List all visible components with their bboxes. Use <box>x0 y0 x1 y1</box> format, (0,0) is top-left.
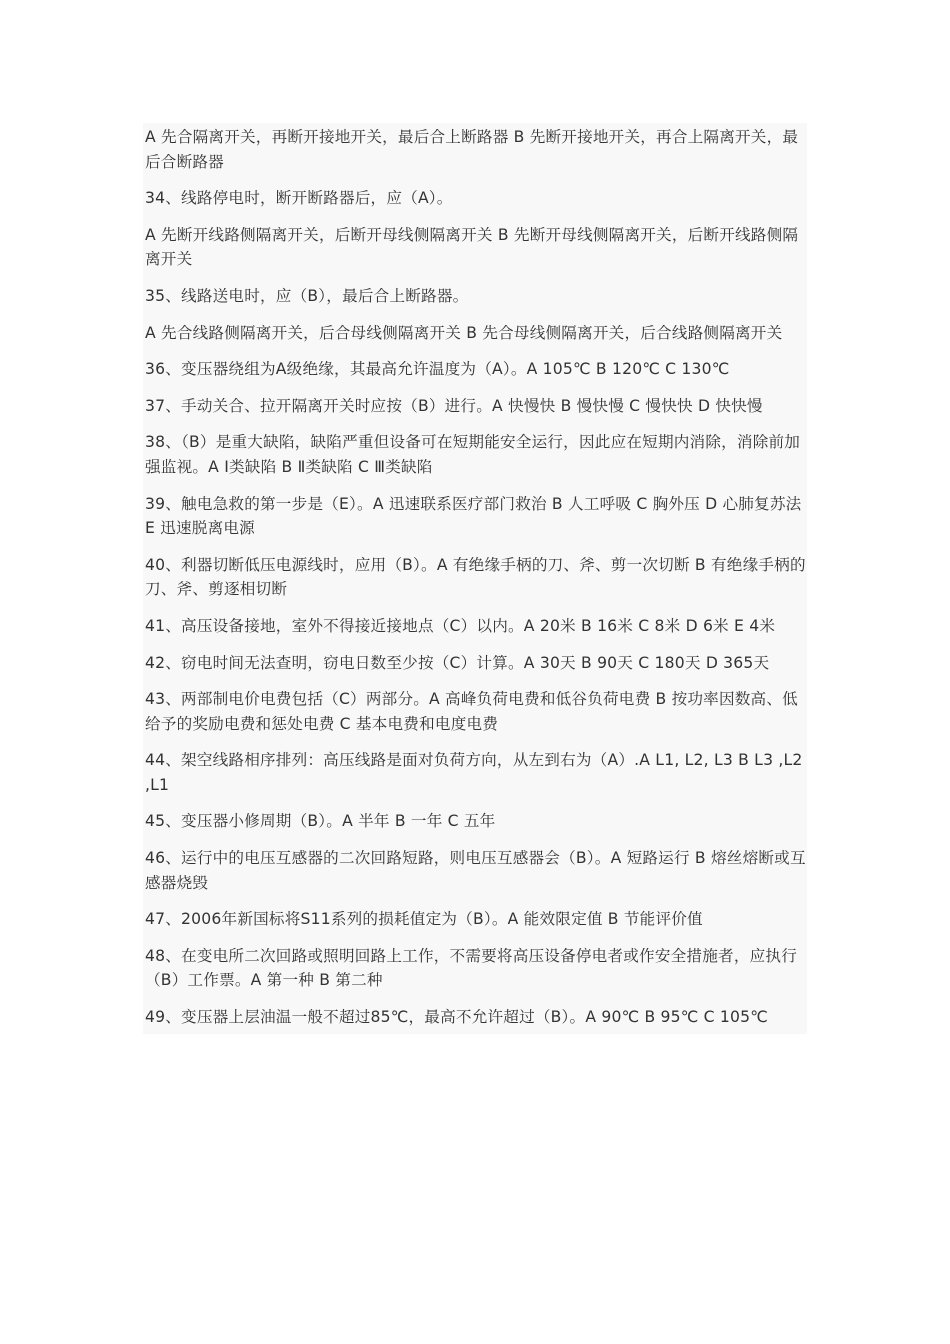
paragraph-options-33: A 先合隔离开关，再断开接地开关，最后合上断路器 B 先断开接地开关，再合上隔离开关，最后合断路器 <box>145 128 799 171</box>
question-37: 37、手动关合、拉开隔离开关时应按（B）进行。A 快慢快 B 慢快慢 C 慢快快 D 快快慢 <box>145 396 763 415</box>
question-49: 49、变压器上层油温一般不超过85℃，最高不允许超过（B）。A 90℃ B 95℃ C 105℃ <box>145 1008 768 1027</box>
question-43: 43、两部制电价电费包括（C）两部分。A 高峰负荷电费和低谷负荷电费 B 按功率因数高、低给予的奖励电费和惩处电费 C 基本电费和电度电费 <box>145 690 798 733</box>
question-42: 42、窃电时间无法查明，窃电日数至少按（C）计算。A 30天 B 90天 C 180天 D 365天 <box>145 653 770 672</box>
document-body <box>143 123 807 1034</box>
paragraph-options-34: A 先断开线路侧隔离开关，后断开母线侧隔离开关 B 先断开母线侧隔离开关，后断开线路侧隔离开关 <box>145 225 799 269</box>
question-39: 39、触电急救的第一步是（E）。A 迅速联系医疗部门救治 B 人工呼吸 C 胸外压 D 心肺复苏法 E 迅速脱离电源 <box>145 494 802 538</box>
question-46: 46、运行中的电压互感器的二次回路短路，则电压互感器会（B）。A 短路运行 B 熔丝熔断或互感器烧毁 <box>145 849 806 892</box>
question-34: 34、线路停电时，断开断路器后，应（A）。 <box>145 189 453 208</box>
question-45: 45、变压器小修周期（B）。A 半年 B 一年 C 五年 <box>145 812 496 831</box>
question-35: 35、线路送电时，应（B），最后合上断路器。 <box>145 286 469 305</box>
question-40: 40、利器切断低压电源线时，应用（B）。A 有绝缘手柄的刀、斧、剪一次切断 B 有绝缘手柄的刀、斧、剪逐相切断 <box>145 555 806 599</box>
question-41: 41、高压设备接地，室外不得接近接地点（C）以内。A 20米 B 16米 C 8米 D 6米 E 4米 <box>145 616 776 635</box>
paragraph-options-35: A 先合线路侧隔离开关，后合母线侧隔离开关 B 先合母线侧隔离开关，后合线路侧隔离开关 <box>145 323 783 342</box>
question-36: 36、变压器绕组为A级绝缘，其最高允许温度为（A）。A 105℃ B 120℃ C 130℃ <box>145 360 730 379</box>
question-47: 47、2006年新国标将S11系列的损耗值定为（B）。A 能效限定值 B 节能评价值 <box>145 910 703 929</box>
question-38: 38、（B）是重大缺陷，缺陷严重但设备可在短期能安全运行，因此应在短期内消除，消除前加强监视。A Ⅰ类缺陷 B Ⅱ类缺陷 C Ⅲ类缺陷 <box>145 433 801 476</box>
question-44: 44、架空线路相序排列：高压线路是面对负荷方向，从左到右为（A）.A L1, L2, L3 B L3 ,L2 ,L1 <box>145 751 803 794</box>
question-48: 48、在变电所二次回路或照明回路上工作，不需要将高压设备停电者或作安全措施者，应执行（B）工作票。A 第一种 B 第二种 <box>145 946 797 990</box>
